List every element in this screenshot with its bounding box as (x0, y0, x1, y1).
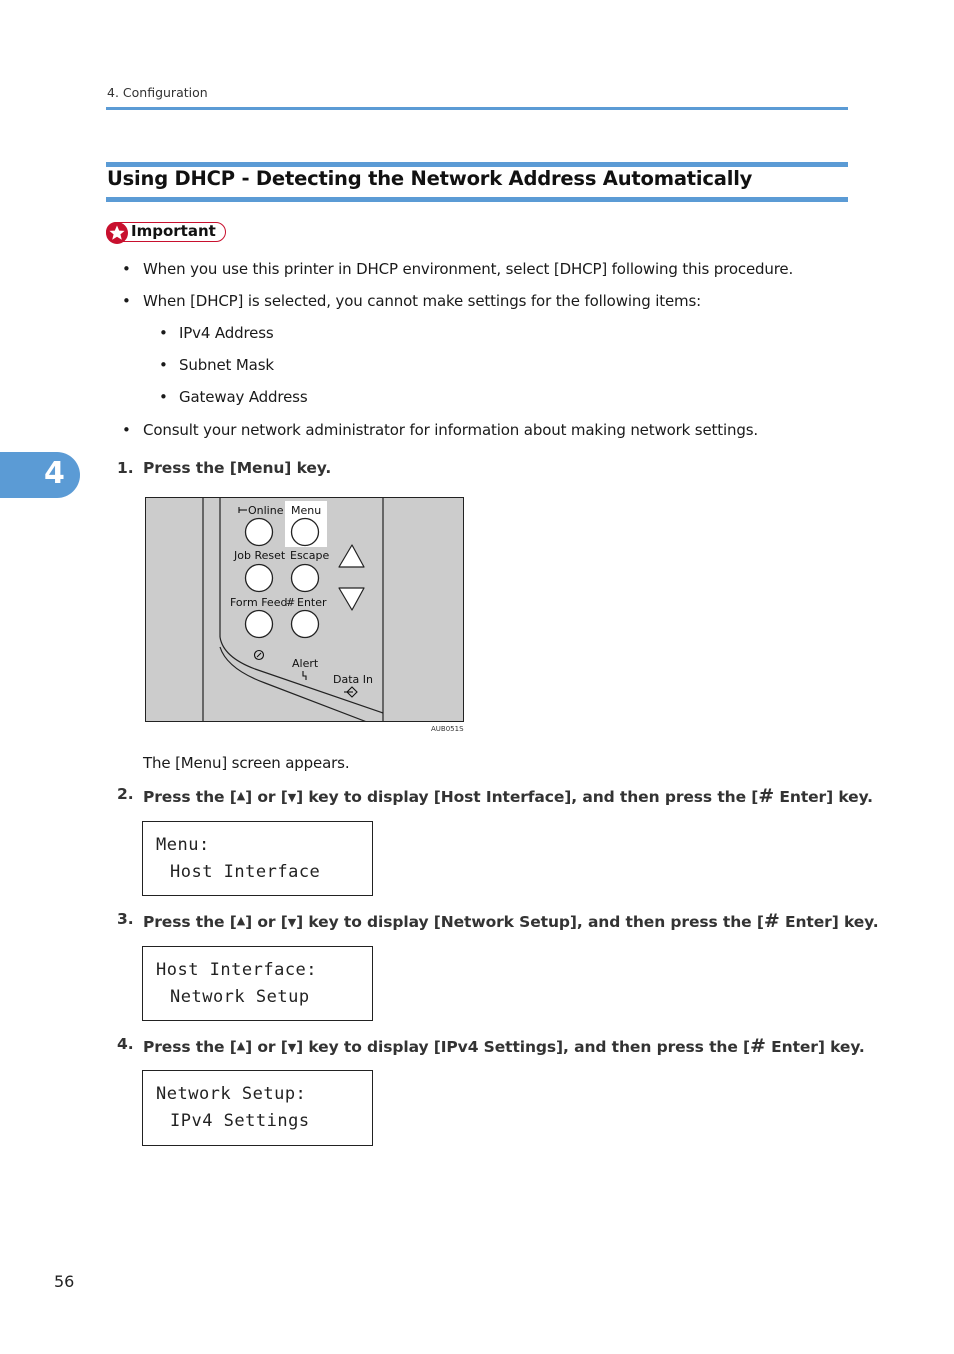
step-text: Press the [▲] or [▼] key to display [Network Setup], and then press the [# Enter] key. (143, 910, 879, 932)
down-arrow-icon: ▼ (287, 916, 297, 929)
bullet-marker: • (122, 292, 131, 310)
hash-icon: # (758, 785, 775, 807)
sub-bullet-text: Gateway Address (179, 388, 308, 406)
data-in-label: Data In (333, 673, 373, 686)
figure-code: AUB051S (431, 725, 464, 733)
important-badge (106, 222, 226, 242)
hash-icon: # (763, 910, 780, 932)
lcd-line-2: IPv4 Settings (170, 1111, 310, 1131)
escape-label: Escape (290, 549, 330, 562)
down-arrow-icon: ▼ (287, 791, 297, 804)
enter-label: Enter (297, 596, 327, 609)
lcd-screen (142, 946, 373, 1021)
lcd-line-1: Network Setup: (156, 1084, 307, 1104)
alert-label: Alert (292, 657, 319, 670)
step-number: 2. (117, 785, 134, 803)
sub-bullet-marker: • (159, 388, 168, 406)
down-arrow-icon: ▼ (287, 1041, 297, 1054)
header-rule (106, 107, 848, 110)
lcd-line-2: Network Setup (170, 987, 310, 1007)
bullet-marker: • (122, 421, 131, 439)
step-number: 1. (117, 459, 134, 477)
lcd-line-1: Host Interface: (156, 960, 318, 980)
bullet-text: Consult your network administrator for information about making network settings. (143, 421, 759, 439)
page-number: 56 (54, 1272, 75, 1291)
important-label: Important (131, 222, 216, 240)
step-text: Press the [▲] or [▼] key to display [Host Interface], and then press the [# Enter] key. (143, 785, 873, 807)
bullet-text: When you use this printer in DHCP environment, select [DHCP] following this procedure. (143, 260, 794, 278)
bullet-text: When [DHCP] is selected, you cannot make settings for the following items: (143, 292, 702, 310)
star-icon (106, 222, 128, 244)
menu-label: Menu (291, 504, 322, 517)
chapter-number: 4 (44, 456, 65, 491)
step-result-text: The [Menu] screen appears. (143, 754, 350, 772)
up-arrow-icon: ▲ (236, 789, 246, 802)
up-arrow-icon: ▲ (236, 914, 246, 927)
job-reset-label: Job Reset (234, 549, 286, 562)
bullet-marker: • (122, 260, 131, 278)
sub-bullet-text: IPv4 Address (179, 324, 274, 342)
title-rule-bottom (106, 197, 848, 202)
lcd-screen (142, 821, 373, 896)
chapter-tab (0, 452, 80, 498)
operation-panel-figure (145, 497, 464, 722)
form-feed-label: Form Feed (230, 596, 288, 609)
section-title: Using DHCP - Detecting the Network Address Automatically (107, 167, 753, 190)
lcd-screen (142, 1070, 373, 1146)
running-head: 4. Configuration (107, 85, 208, 100)
step-text: Press the [Menu] key. (143, 459, 332, 477)
up-arrow-icon: ▲ (236, 1039, 246, 1052)
sub-bullet-marker: • (159, 356, 168, 374)
step-text: Press the [▲] or [▼] key to display [IPv4 Settings], and then press the [# Enter] key. (143, 1035, 865, 1057)
lcd-line-2: Host Interface (170, 862, 321, 882)
sub-bullet-text: Subnet Mask (179, 356, 274, 374)
sub-bullet-marker: • (159, 324, 168, 342)
hash-icon: # (286, 596, 296, 609)
step-number: 4. (117, 1035, 134, 1053)
hash-icon: # (750, 1035, 766, 1057)
lcd-line-1: Menu: (156, 835, 210, 855)
online-label: Online (248, 504, 284, 517)
step-number: 3. (117, 910, 134, 928)
